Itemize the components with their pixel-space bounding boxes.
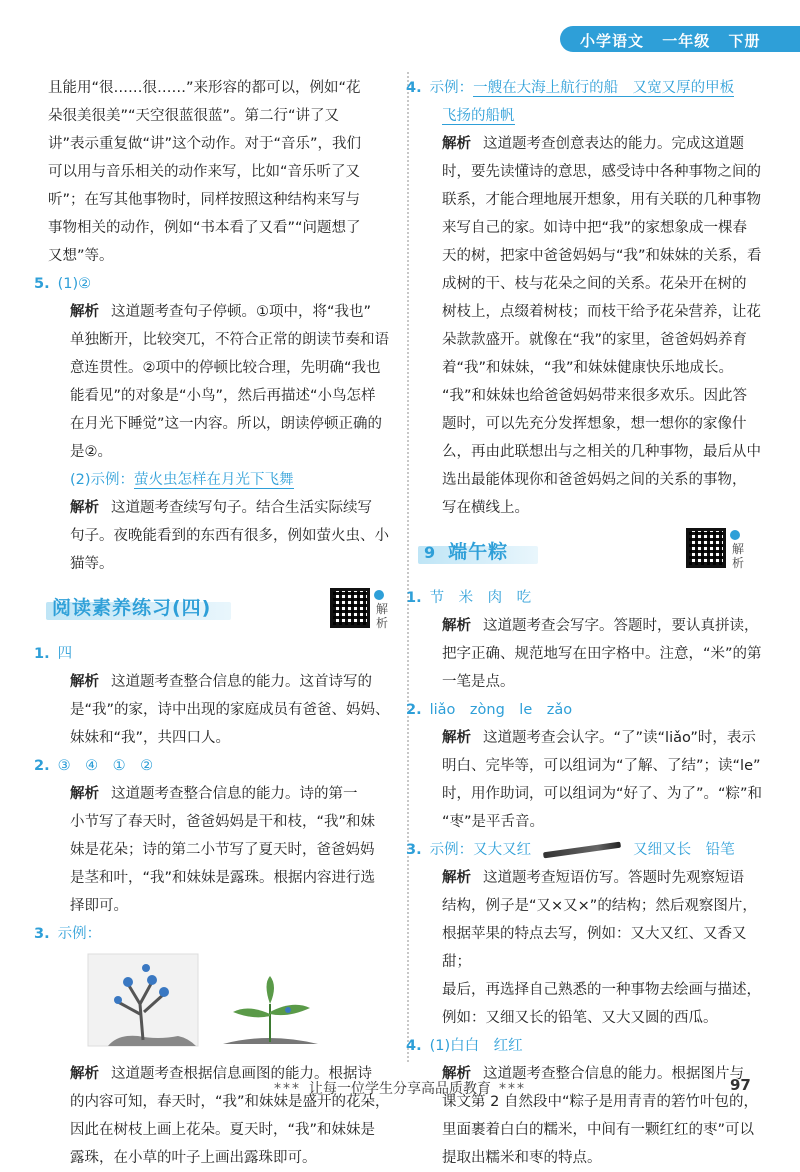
- text-line: 小节写了春天时，爸爸妈妈是干和枝，“我”和妹: [70, 814, 376, 830]
- column-divider: [407, 72, 409, 1062]
- answer: 又细又长 铅笔: [633, 842, 735, 858]
- analysis-tag: 解析: [442, 870, 471, 886]
- play-icon: [730, 530, 740, 540]
- text-line: 成树的干、枝与花朵之间的关系。花朵开在树的: [442, 276, 747, 292]
- text-line: 题时，可以先充分发挥想象，想一想你的家像什: [442, 416, 747, 432]
- footer-stars: ***: [274, 1081, 301, 1097]
- answer: (1)白白 红红: [429, 1038, 523, 1054]
- text-line: 一笔是点。: [442, 674, 515, 690]
- header: [580, 30, 773, 51]
- text-line: 来写自己的家。如诗中把“我”的家想象成一棵春: [442, 220, 748, 236]
- text-line: 这道题考查创意表达的能力。完成这道题: [483, 136, 744, 152]
- text-line: 妹妹和“我”，共四口人。: [70, 730, 231, 746]
- question-number: 5.: [34, 276, 50, 292]
- intro-paragraph: [48, 74, 393, 270]
- section-title: 阅读素养练习(四): [52, 597, 212, 619]
- analysis-tag: 解析: [442, 618, 471, 634]
- qr-label: 解析: [376, 602, 389, 630]
- text-line: 讲”表示重复做“讲”这个动作。对于“音乐”，我们: [48, 136, 362, 152]
- text-line: 这道题考查会认字。“了”读“liǎo”时，表示: [483, 730, 756, 746]
- analysis-tag: 解析: [70, 304, 99, 320]
- question-number: 1.: [406, 590, 422, 606]
- pencil-icon: [543, 842, 621, 859]
- header-grade: 一年级: [662, 32, 711, 50]
- text-line: “我”和妹妹也给爸爸妈妈带来很多欢乐。因此答: [442, 388, 748, 404]
- question-2: [34, 752, 393, 920]
- question-number: 3.: [406, 842, 422, 858]
- text-line: 这道题考查根据信息画图的能力。根据诗: [111, 1066, 372, 1082]
- text-line: 树枝上，点缀着树枝；而枝干给予花朵营养，让花: [442, 304, 761, 320]
- text-line: 可以用与音乐相关的动作来写，比如“音乐听了又: [48, 164, 361, 180]
- section-reading-practice-4: [48, 588, 393, 632]
- text-line: 事物相关的动作，例如“书本看了又看”“问题想了: [48, 220, 361, 236]
- section-index: 9: [424, 543, 437, 562]
- text-line: 朵款款盛开。就像在“我”的家里，爸爸妈妈养育: [442, 332, 748, 348]
- footer-stars: ***: [499, 1081, 526, 1097]
- text-line: 里面裹着白白的糯米，中间有一颗红红的枣”可以: [442, 1122, 755, 1138]
- text-line: 天的树，把家中爸爸妈妈与“我”和妹妹的关系，看: [442, 248, 762, 264]
- answer: 一艘在大海上航行的船 又宽又厚的甲板: [473, 80, 735, 96]
- answer: 示例：: [57, 926, 102, 942]
- qr-code-icon[interactable]: [686, 528, 726, 568]
- text-line: 明白、完毕等，可以组词为“了解、了结”；读“le”: [442, 758, 761, 774]
- question-number: 1.: [34, 646, 50, 662]
- text-line: 的内容可知，春天时，“我”和妹妹是盛开的花朵，: [70, 1094, 390, 1110]
- answer: 萤火虫怎样在月光下飞舞: [134, 472, 294, 488]
- analysis-tag: 解析: [70, 674, 99, 690]
- analysis-tag: 解析: [442, 1066, 471, 1082]
- text-line: 这道题考查整合信息的能力。根据图片与: [483, 1066, 744, 1082]
- question-number: 4.: [406, 80, 422, 96]
- analysis-tag: 解析: [70, 1066, 99, 1082]
- answer: 飞扬的船帆: [442, 108, 515, 124]
- question-2: [406, 696, 765, 836]
- text-line: 这道题考查句子停顿。①项中，将“我也”: [111, 304, 372, 320]
- text-line: 例如：又细又长的铅笔、又大又圆的西瓜。: [442, 1010, 718, 1026]
- answer-prefix: (2)示例：: [70, 472, 135, 488]
- text-line: 意连贯性。②项中的停顿比较合理，先明确“我也: [70, 360, 381, 376]
- text-line: 把字正确、规范地写在田字格中。注意，“米”的第: [442, 646, 762, 662]
- text-line: 着“我”和妹妹，“我”和妹妹健康快乐地成长。: [442, 360, 734, 376]
- text-line: 露珠，在小草的叶子上画出露珠即可。: [70, 1150, 317, 1166]
- answer: 四: [57, 646, 73, 662]
- question-1: [406, 584, 765, 696]
- text-line: 听”；在写其他事物时，同样按照这种结构来写与: [48, 192, 361, 208]
- drawing-illustration: [48, 954, 393, 1050]
- analysis-tag: 解析: [442, 730, 471, 746]
- section-title: 端午粽: [448, 541, 509, 563]
- question-number: 3.: [34, 926, 50, 942]
- question-1: [34, 640, 393, 752]
- text-line: 最后，再选择自己熟悉的一种事物去绘画与描述，: [442, 982, 761, 998]
- text-line: 是茎和叶，“我”和妹妹是露珠。根据内容进行选: [70, 870, 376, 886]
- text-line: 句子。夜晚能看到的东西有很多，例如萤火虫、小: [70, 528, 389, 544]
- text-line: 在月光下睡觉”这一内容。所以，朗读停顿正确的: [70, 416, 383, 432]
- answer: 示例：又大又红: [429, 842, 532, 858]
- text-line: 且能用“很……很……”来形容的都可以，例如“花: [48, 80, 361, 96]
- text-line: 这道题考查会写字。答题时，要认真拼读，: [483, 618, 759, 634]
- header-subject: 小学语文: [580, 32, 645, 50]
- answer: liǎo zòng le zǎo: [429, 702, 573, 718]
- text-line: 结构，例子是“又×又×”的结构；然后观察图片，: [442, 898, 757, 914]
- answer: 节 米 肉 吃: [429, 590, 532, 606]
- text-line: 单独断开，比较突兀，不符合正常的朗读节奏和语: [70, 332, 389, 348]
- text-line: 能看见”的对象是“小鸟”，然后再描述“小鸟怎样: [70, 388, 376, 404]
- text-line: 这道题考查短语仿写。答题时先观察短语: [483, 870, 744, 886]
- analysis-tag: 解析: [70, 786, 99, 802]
- text-line: 朵很美很美”“天空很蓝很蓝”。第二行“讲了又: [48, 108, 340, 124]
- text-line: 择即可。: [70, 898, 128, 914]
- section-lesson-9: [420, 532, 765, 576]
- left-column: [34, 74, 393, 1172]
- page-number: 97: [730, 1076, 751, 1094]
- right-column: [406, 74, 765, 1172]
- question-3: [406, 836, 765, 1032]
- header-volume: 下册: [728, 32, 761, 50]
- question-5: [34, 270, 393, 578]
- text-line: 猫等。: [70, 556, 114, 572]
- text-line: 又想”等。: [48, 248, 114, 264]
- text-line: 是“我”的家，诗中出现的家庭成员有爸爸、妈妈、: [70, 702, 390, 718]
- answer: ③ ④ ① ②: [57, 758, 154, 774]
- text-line: 写在横线上。: [442, 500, 529, 516]
- qr-label: 解析: [732, 542, 745, 570]
- text-line: 是②。: [70, 444, 112, 460]
- text-line: 因此在树枝上画上花朵。夏天时，“我”和妹妹是: [70, 1122, 376, 1138]
- text-line: 课文第 2 自然段中“粽子是用青青的箬竹叶包的，: [442, 1094, 758, 1110]
- question-4: [406, 74, 765, 522]
- text-line: 时，用作助词，可以组词为“好了、为了”。“粽”和: [442, 786, 763, 802]
- play-icon: [374, 590, 384, 600]
- answer: (1)②: [57, 276, 92, 292]
- question-4b: [406, 1032, 765, 1172]
- question-number: 2.: [406, 702, 422, 718]
- text-line: 时，要先读懂诗的意思，感受诗中各种事物之间的: [442, 164, 761, 180]
- text-line: 选出最能体现你和爸爸妈妈之间的关系的事物，: [442, 472, 747, 488]
- text-line: 这道题考查整合信息的能力。这首诗写的: [111, 674, 372, 690]
- text-line: 提取出糯米和枣的特点。: [442, 1150, 602, 1166]
- text-line: 这道题考查续写句子。结合生活实际续写: [111, 500, 372, 516]
- qr-code-icon[interactable]: [330, 588, 370, 628]
- text-line: 根据苹果的特点去写，例如：又大又红、又香又甜；: [442, 926, 747, 970]
- text-line: 么，再由此联想出与之相关的几种事物，最后从中: [442, 444, 761, 460]
- tree-and-sprout-drawing: [48, 954, 348, 1050]
- text-line: 联系，才能合理地展开想象，用有关联的几种事物: [442, 192, 761, 208]
- answer-prefix: 示例：: [429, 80, 474, 96]
- text-line: 妹是花朵；诗的第二小节写了夏天时，爸爸妈妈: [70, 842, 375, 858]
- footer-slogan: 让每一位学生分享高品质教育: [309, 1081, 491, 1097]
- footer: [0, 1078, 800, 1098]
- text-line: 这道题考查整合信息的能力。诗的第一: [111, 786, 358, 802]
- text-line: “枣”是平舌音。: [442, 814, 545, 830]
- analysis-tag: 解析: [70, 500, 99, 516]
- question-3: [34, 920, 393, 1172]
- analysis-tag: 解析: [442, 136, 471, 152]
- question-number: 4.: [406, 1038, 422, 1054]
- question-number: 2.: [34, 758, 50, 774]
